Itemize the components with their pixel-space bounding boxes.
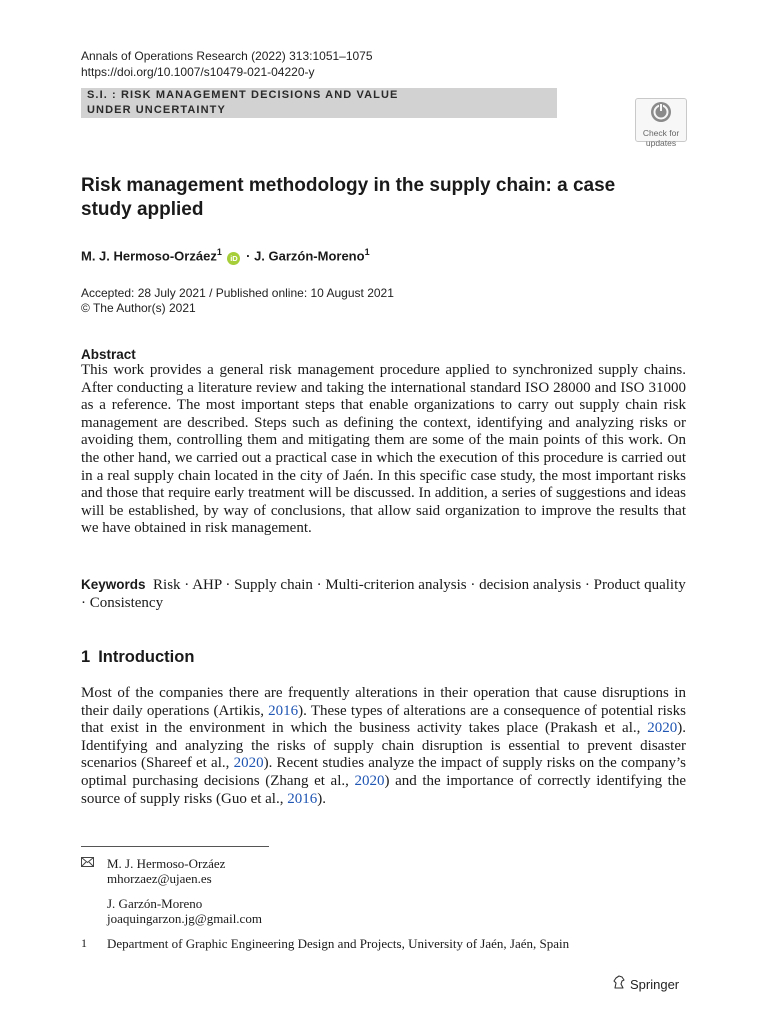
author-1-affil: 1 xyxy=(216,247,222,257)
publisher-logo xyxy=(612,975,679,993)
publisher-name: Springer xyxy=(630,977,680,992)
keywords-heading: Keywords xyxy=(81,577,146,592)
doi-link[interactable]: https://doi.org/10.1007/s10479-021-04220-y xyxy=(81,65,315,79)
footnote-author-2-name: J. Garzón-Moreno xyxy=(107,896,203,911)
author-line xyxy=(81,244,370,265)
article-title: Risk management methodology in the supply chain: a case study applied xyxy=(81,175,616,220)
special-issue-banner xyxy=(81,88,557,118)
abstract-text: This work provides a general risk management procedure applied to synchronized supply chains. After conducting a literature review and taking the international standard ISO 28000 and ISO 31000 as a reference. The most important steps that enable organizations to carry out supply chain risk management are described. Steps such as defining the context, identifying and analyzing risks or avoiding them, controlling them and mitigating them are some of the main points of this work. On the other hand, we carried out a practical case in which the execution of this procedure is carried out in a real supply chain located in the city of Jaén. In this specific case study, the most important risks and those that require early treatment will be discussed. In addition, a series of suggestions and ideas will be established, by way of conclusions, that allow said organization to improve the results that we have obtained in risk management. xyxy=(81,362,686,537)
introduction-paragraph xyxy=(81,685,686,808)
footnote-rule xyxy=(81,846,269,847)
footnote-author-2-email[interactable]: joaquingarzon.jg@gmail.com xyxy=(107,911,262,926)
envelope-icon xyxy=(81,856,94,871)
abstract-heading: Abstract xyxy=(81,347,136,362)
intro-text-4: ). Recent studies analyze the impact of supply risks on the company’s optimal purchasing decisions (Zhang et al., xyxy=(81,755,687,789)
author-2-affil: 1 xyxy=(364,247,370,257)
section-title: Introduction xyxy=(98,648,195,666)
orcid-icon[interactable]: iD xyxy=(227,252,240,265)
footnote-author-1-email[interactable]: mhorzaez@ujaen.es xyxy=(107,871,212,886)
section-number: 1 xyxy=(81,648,91,666)
footnote-author-1-name: M. J. Hermoso-Orzáez xyxy=(107,856,226,871)
author-separator: · xyxy=(246,248,251,264)
special-issue-line-2: UNDER UNCERTAINTY xyxy=(87,104,226,116)
check-for-updates-text-2: updates xyxy=(645,138,677,148)
check-for-updates-text-1: Check for xyxy=(642,128,680,138)
affiliation-mark: 1 xyxy=(81,936,87,950)
check-for-updates-icon xyxy=(650,101,672,123)
citation-link[interactable]: 2016 xyxy=(268,702,299,719)
intro-text-6: ). xyxy=(317,790,326,807)
citation-link[interactable]: 2016 xyxy=(287,790,318,807)
intro-text-1: Most of the companies there are frequently alterations in their operation that cause disruptions in their daily operations (Artikis, xyxy=(81,685,686,719)
footnotes xyxy=(81,856,686,951)
section-heading xyxy=(81,647,194,667)
check-for-updates-badge[interactable] xyxy=(635,98,687,148)
citation-link[interactable]: 2020 xyxy=(354,772,385,789)
intro-text-2: ). These types of alterations are a consequence of potential risks that exist in the environment in which the business activity takes place (Prakash et al., xyxy=(81,702,686,737)
citation-link[interactable]: 2020 xyxy=(647,720,678,737)
journal-citation: Annals of Operations Research (2022) 313:1051–1075 xyxy=(81,49,373,63)
accepted-published: Accepted: 28 July 2021 / Published online: 10 August 2021 xyxy=(81,286,394,300)
intro-text-3: ). Identifying and analyzing the risks of supply chain disruption is essential to prevent disaster scenarios (Shareef et al., xyxy=(81,720,686,772)
journal-header xyxy=(81,48,373,80)
springer-horse-icon xyxy=(612,975,626,992)
keywords xyxy=(81,576,686,612)
copyright: © The Author(s) 2021 xyxy=(81,301,196,315)
affiliation-footnote xyxy=(81,936,686,951)
author-2-name[interactable]: J. Garzón-Moreno xyxy=(254,248,365,264)
affiliation-text: Department of Graphic Engineering Design and Projects, University of Jaén, Jaén, Spain xyxy=(107,936,570,951)
keywords-list: Risk · AHP · Supply chain · Multi-criterion analysis · decision analysis · Product quality · Consistency xyxy=(81,577,686,611)
special-issue-line-1: S.I. : RISK MANAGEMENT DECISIONS AND VALUE xyxy=(87,89,399,101)
corresponding-author xyxy=(81,856,686,926)
intro-text-5: ) and the importance of correctly identifying the source of supply risks (Guo et al., xyxy=(81,772,687,807)
publication-dates xyxy=(81,286,394,316)
citation-link[interactable]: 2020 xyxy=(233,755,264,772)
author-1-name[interactable]: M. J. Hermoso-Orzáez xyxy=(81,248,217,264)
